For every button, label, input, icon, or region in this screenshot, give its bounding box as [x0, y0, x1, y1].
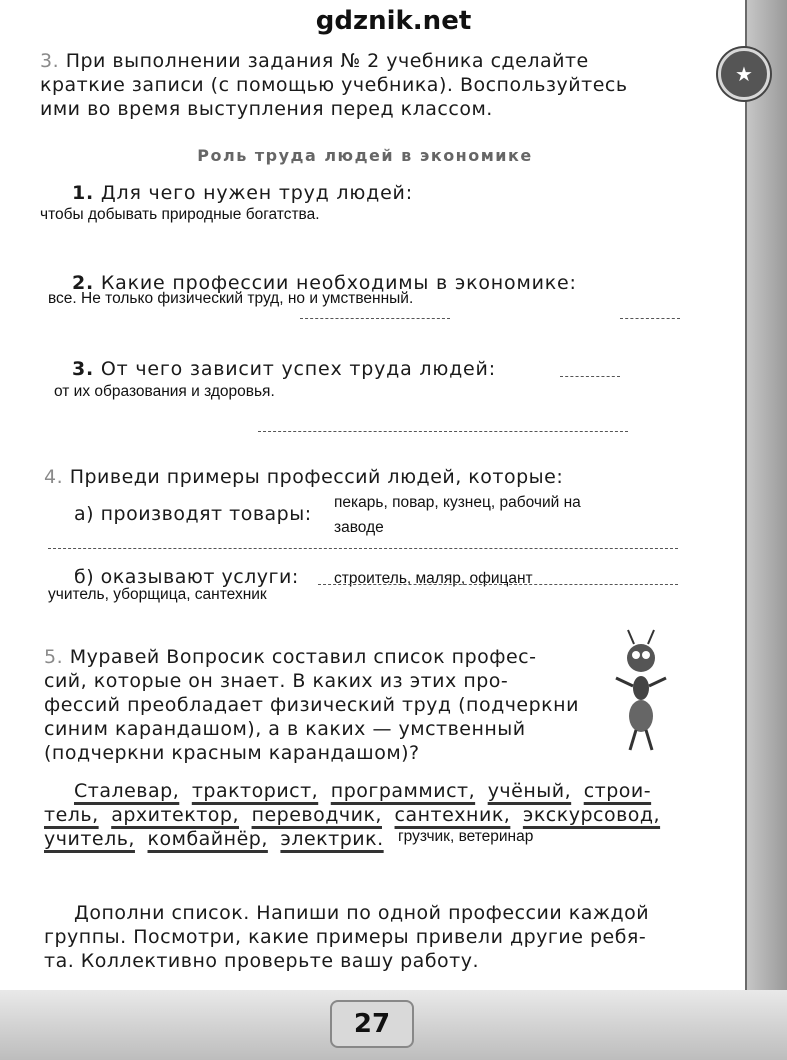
answer-line [560, 376, 620, 377]
answer-line [300, 318, 450, 319]
task3-line-3: ими во время выступления перед классом. [40, 98, 493, 120]
answer-line [318, 584, 678, 585]
task5-line-4: синим карандашом), а в каких — умственный [44, 718, 526, 740]
added-professions: грузчик, ветеринар [398, 828, 534, 845]
answer-line [48, 548, 678, 549]
task5-footer-3: та. Коллективно проверьте вашу работу. [44, 950, 480, 972]
task4-b-answer-1: строитель, маляр, офицант [334, 570, 533, 587]
answer-3: от их образования и здоровья. [54, 383, 275, 400]
task3-number: 3. [40, 50, 60, 72]
task4-prompt: 4. Приведи примеры профессий людей, которые: [44, 466, 564, 488]
answer-1: чтобы добывать природные богатства. [40, 206, 320, 223]
task4-b-label: б) оказывают услуги: [74, 566, 299, 588]
task4-a-label: а) производят товары: [74, 503, 312, 525]
task5-footer-2: группы. Посмотри, какие примеры привели другие ребя- [44, 926, 647, 948]
task3-line-2: краткие записи (с помощью учебника). Воспользуйтесь [40, 74, 628, 96]
section-heading: Роль труда людей в экономике [197, 146, 533, 165]
answer-line [258, 431, 628, 432]
profession-list-line-3: учитель, комбайнёр, электрик. [44, 828, 384, 850]
star-badge-icon: ★ [718, 48, 770, 100]
answer-2: все. Не только физический труд, но и умственный. [48, 290, 414, 307]
question-2: 2. Какие профессии необходимы в экономике: [72, 272, 577, 294]
question-3: 3. От чего зависит успех труда людей: [72, 358, 496, 380]
task5-line-3: фессий преобладает физический труд (подчеркни [44, 694, 579, 716]
site-watermark: gdznik.net [315, 6, 472, 36]
profession-list-line-2: тель, архитектор, переводчик, сантехник, экскурсовод, [44, 804, 661, 826]
answer-line [620, 318, 680, 319]
task4-b-answer-2: учитель, уборщица, сантехник [48, 586, 267, 603]
task5-line-1: 5. Муравей Вопросик составил список профес- [44, 646, 537, 668]
profession-list-line-1: Сталевар, тракторист, программист, учёный, строи- [74, 780, 652, 802]
task4-a-answer-1: пекарь, повар, кузнец, рабочий на [334, 494, 581, 511]
task5-line-5: (подчеркни красным карандашом)? [44, 742, 420, 764]
task3-line-1: 3. При выполнении задания № 2 учебника сделайте [40, 50, 589, 72]
question-1: 1. Для чего нужен труд людей: [72, 182, 413, 204]
task4-a-answer-2: заводе [334, 519, 384, 536]
ant-voprosik-icon [606, 628, 676, 758]
page-edge-line [745, 0, 747, 1060]
task5-line-2: сий, которые он знает. В каких из этих про- [44, 670, 509, 692]
page-edge-band [745, 0, 787, 1060]
page-number: 27 [330, 1000, 414, 1048]
task5-footer-1: Дополни список. Напиши по одной профессии каждой [74, 902, 650, 924]
